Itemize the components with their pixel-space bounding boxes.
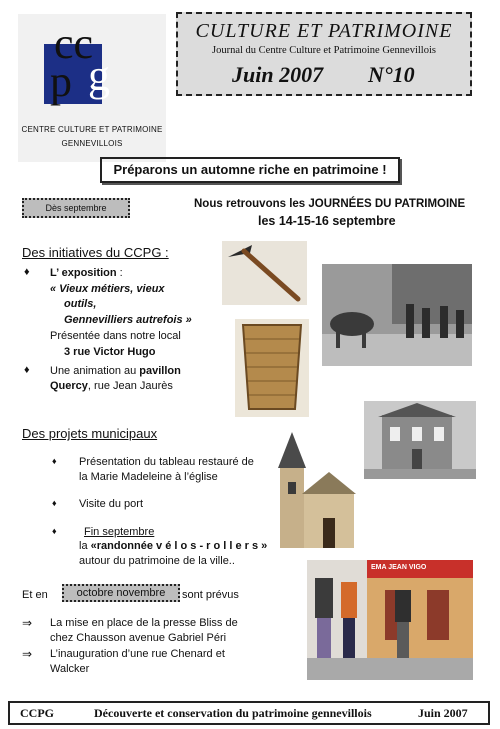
- old-workers-photo: [322, 264, 472, 366]
- diamond-bullet-icon: ♦: [52, 526, 57, 536]
- logo-letters-cc: cc: [54, 19, 94, 68]
- octobre-prefix: Et en: [22, 589, 48, 601]
- initiative-1-text: Présentée dans notre local: [50, 330, 181, 342]
- church-scene: [268, 432, 358, 550]
- logo-caption-line2: GENNEVILLOIS: [61, 139, 123, 148]
- arrow-bullet-icon: ⇒: [22, 647, 33, 661]
- projets-heading: Des projets municipaux: [22, 426, 158, 441]
- church-photo: [268, 432, 358, 550]
- projet-3-line2: la «randonnée v é l o s - r o l l e r s »: [79, 540, 268, 552]
- initiatives-heading: Des initiatives du CCPG :: [22, 245, 169, 260]
- pavillon-scene: [364, 401, 476, 479]
- arrow-bullet-icon: ⇒: [22, 616, 33, 630]
- footer-date: Juin 2007: [418, 706, 468, 720]
- projet-1-line1: Présentation du tableau restauré de: [79, 456, 254, 468]
- ccpg-logo: [18, 14, 166, 162]
- diamond-bullet-icon: ♦: [52, 456, 57, 466]
- pavillon-quercy-photo: [364, 401, 476, 479]
- initiative-2-line1: Une animation au pavillon: [50, 365, 181, 377]
- initiative-2-line2: Quercy, rue Jean Jaurès: [50, 380, 173, 392]
- projet-1-line2: la Marie Madeleine à l’église: [79, 471, 218, 483]
- diamond-bullet-icon: ♦: [52, 498, 57, 508]
- octobre-item2-line2: Walcker: [50, 663, 90, 675]
- diamond-bullet-icon: ♦: [24, 266, 30, 278]
- journees-patrimoine-dates: les 14-15-16 septembre: [258, 214, 396, 228]
- pickaxe-tool-image: [222, 241, 307, 305]
- footer-tagline: Découverte et conservation du patrimoine gennevillois: [94, 706, 372, 720]
- projet-3-date: Fin septembre: [84, 526, 155, 538]
- octobre-novembre-tag: octobre novembre: [62, 584, 180, 602]
- footer-ccpg: CCPG: [20, 706, 54, 720]
- octobre-suffix: sont prévus: [182, 589, 239, 601]
- journal-title: CULTURE ET PATRIMOINE: [195, 20, 453, 42]
- diamond-bullet-icon: ♦: [24, 364, 30, 376]
- issue-date: Juin 2007: [232, 62, 324, 87]
- initiative-1-title-line1: « Vieux métiers, vieux: [50, 283, 165, 295]
- initiative-1-title-line3: Gennevilliers autrefois »: [64, 314, 192, 326]
- wicker-basket-image: [235, 319, 309, 417]
- projet-3-line3: autour du patrimoine de la ville..: [79, 555, 235, 567]
- logo-letters-g: g: [88, 51, 110, 100]
- issue-number: N°10: [368, 62, 415, 87]
- projet-2: Visite du port: [79, 498, 144, 510]
- page-headline: Préparons un automne riche en patrimoine !: [100, 157, 400, 183]
- logo-letters-p: p: [50, 57, 72, 106]
- basket-icon: [235, 319, 309, 417]
- octobre-item1-line2: chez Chausson avenue Gabriel Péri: [50, 632, 227, 644]
- initiative-1-title-line2: outils,: [64, 298, 97, 310]
- footer-bar: [8, 701, 490, 725]
- september-tag: Dès septembre: [22, 198, 130, 218]
- masthead: [176, 12, 472, 96]
- initiative-1-label: L’ exposition :: [50, 267, 123, 279]
- pickaxe-icon: [222, 241, 307, 305]
- cinema-sign: EMA JEAN VIGO: [371, 564, 427, 571]
- octobre-item1-line1: La mise en place de la presse Bliss de: [50, 617, 238, 629]
- journal-subtitle: Journal du Centre Culture et Patrimoine Gennevillois: [212, 45, 436, 56]
- octobre-item2-line1: L’inauguration d’une rue Chenard et: [50, 648, 225, 660]
- skaters-scene: [307, 560, 473, 680]
- journees-patrimoine-line1: Nous retrouvons les JOURNÉES DU PATRIMOINE: [194, 198, 466, 210]
- initiative-1-address: 3 rue Victor Hugo: [64, 346, 156, 358]
- roller-skaters-photo: [307, 560, 473, 680]
- old-photo-scene: [322, 264, 472, 366]
- logo-caption-line1: CENTRE CULTURE ET PATRIMOINE: [21, 125, 163, 134]
